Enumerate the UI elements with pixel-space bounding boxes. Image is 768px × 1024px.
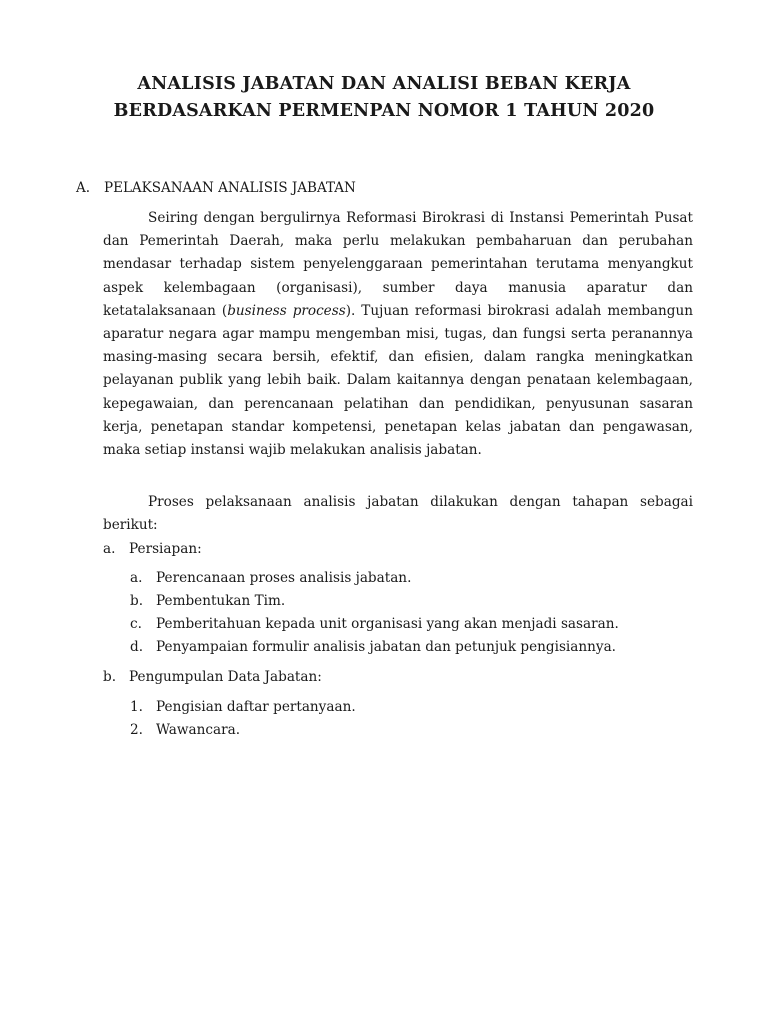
list-label: Persiapan: <box>129 541 202 557</box>
paragraph-1-text-a: Seiring dengan bergulirnya Reformasi Birokrasi di Instansi Pemerintah Pusat dan Pemerintah Daerah, maka perlu melakukan pembaharuan dan perubahan mendasar terhadap sistem penyelenggaraan pemerintahan terutama menyangkut aspek kelembagaan (organisasi), sumber daya manusia aparatur dan ketatalaksanaan ( <box>103 210 693 319</box>
list-item <box>130 722 240 738</box>
list-item-text: Penyampaian formulir analisis jabatan dan petunjuk pengisiannya. <box>156 639 616 655</box>
list-marker: 2. <box>130 722 143 738</box>
paragraph-1-text-b: ). Tujuan reformasi birokrasi adalah membangun aparatur negara agar mampu mengemban misi, tugas, dan fungsi serta peranannyа masing-masing secara bersih, efektif, dan efisien, dalam rangka meningkatkan pelayanan publik yang lebih baik. Dalam kaitannya dengan penataan kelembagaan, kepegawaian, dan perencanaan pelatihan dan pendidikan, penyusunan sasaran kerja, penetapan standar kompetensi, penetapan kelas jabatan dan pengawasan, maka setiap instansi wajib melakukan analisis jabatan. <box>103 302 693 459</box>
list-item-text: Pembentukan Tim. <box>156 593 286 609</box>
list-item <box>130 699 356 715</box>
paragraph-proses: Proses pelaksanaan analisis jabatan dilakukan dengan tahapan sebagai berikut: <box>103 494 693 534</box>
section-heading-text: PELAKSANAAN ANALISIS JABATAN <box>104 180 356 196</box>
list-marker: b. <box>103 669 117 685</box>
paragraph-1-italic-term: business process <box>227 302 346 319</box>
list-marker: b. <box>130 593 144 609</box>
document-title-line-1: ANALISIS JABATAN DAN ANALISI BEBAN KERJA <box>137 74 631 94</box>
section-heading <box>76 180 356 196</box>
list-item-text: Pemberitahuan kepada unit organisasi yang akan menjadi sasaran. <box>156 616 619 632</box>
document-title-line-2: BERDASARKAN PERMENPAN NOMOR 1 TAHUN 2020 <box>113 101 655 121</box>
list-label: Pengumpulan Data Jabatan: <box>129 669 322 685</box>
list-item <box>130 570 411 586</box>
list-marker: a. <box>103 541 116 557</box>
list-item-persiapan <box>103 541 202 557</box>
list-item-text: Perencanaan proses analisis jabatan. <box>156 570 412 586</box>
list-marker: a. <box>130 570 143 586</box>
list-marker: c. <box>130 616 142 632</box>
list-item-pengumpulan-data <box>103 669 322 685</box>
list-marker: 1. <box>130 699 143 715</box>
paragraph-reformasi <box>103 207 693 462</box>
list-marker: d. <box>130 639 144 655</box>
list-item <box>130 593 285 609</box>
list-item <box>130 639 616 655</box>
section-marker: A. <box>76 180 91 196</box>
list-item-text: Wawancara. <box>156 722 241 738</box>
list-item-text: Pengisian daftar pertanyaan. <box>156 699 356 715</box>
list-item <box>130 616 619 632</box>
